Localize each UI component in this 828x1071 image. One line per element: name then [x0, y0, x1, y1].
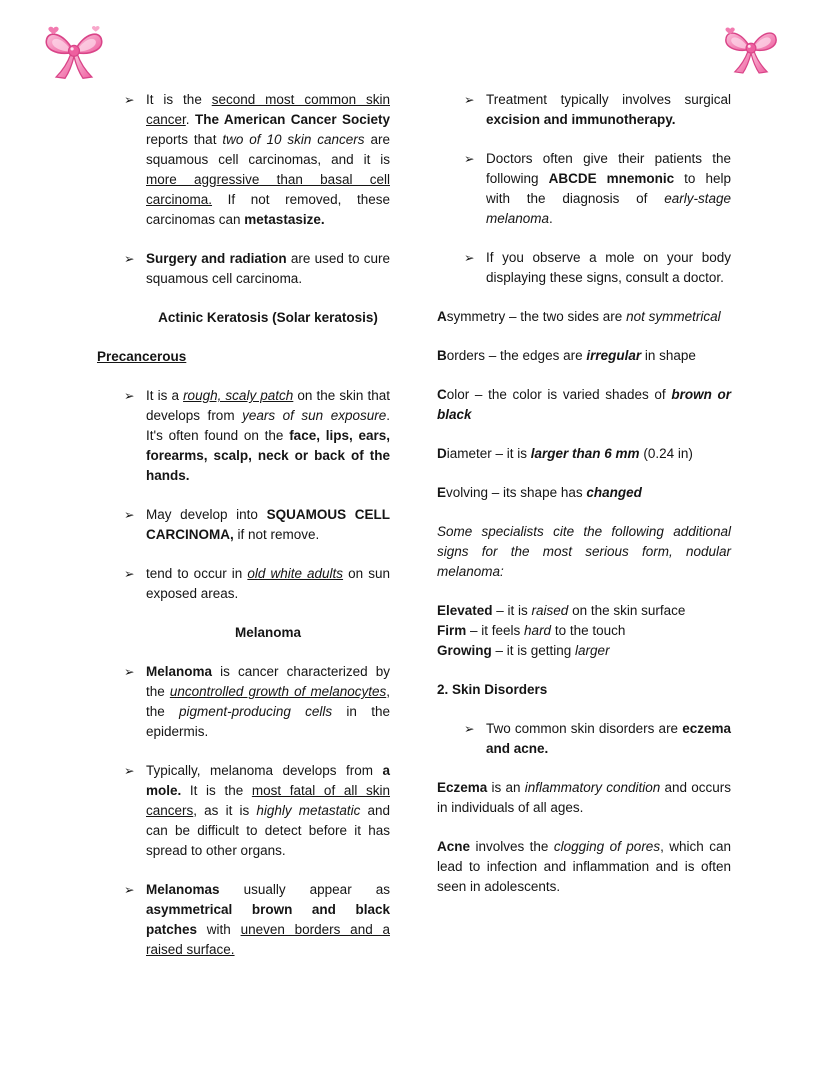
text-run: If you observe a mole on your body displaying these signs, consult a doctor.	[486, 250, 731, 285]
text-run: irregular	[586, 348, 642, 363]
text-run: highly metastatic	[256, 803, 361, 818]
text-run: Doctors often give their patients the following	[486, 151, 731, 186]
text-run: larger than 6 mm	[530, 446, 640, 461]
text-run: If not removed, these carcinomas can	[146, 192, 390, 227]
text-run: B	[437, 348, 447, 363]
paragraph	[437, 444, 731, 464]
text-run: – it is getting	[491, 643, 576, 658]
text-run: to help with the diagnosis of	[486, 171, 732, 206]
text-run: reports that	[146, 132, 223, 147]
bullet-item	[124, 761, 390, 861]
text-run: May develop into	[146, 507, 267, 522]
text-run: D	[437, 446, 447, 461]
bullet-text	[146, 880, 390, 960]
bullet-item	[464, 90, 731, 130]
text-run: .	[549, 211, 553, 226]
text-run: larger	[575, 643, 610, 658]
paragraph	[437, 621, 731, 641]
text-run: in shape	[641, 348, 696, 363]
text-run: eczema and acne.	[486, 721, 731, 756]
pink-bow-icon	[42, 20, 106, 88]
text-run: is cancer characterized by the	[146, 664, 390, 699]
text-run: A	[437, 309, 447, 324]
text-run: second most common skin cancer	[146, 92, 390, 127]
text-run: (0.24 in)	[639, 446, 693, 461]
paragraph	[437, 601, 731, 621]
section-heading	[146, 308, 390, 328]
text-run: It is the	[146, 92, 212, 107]
bullet-item	[464, 149, 731, 229]
text-run: Surgery and radiation	[146, 251, 287, 266]
text-run: Some specialists cite the following additional signs for the most serious form, nodular melanoma:	[437, 524, 731, 579]
text-run: uneven borders and a raised surface.	[146, 922, 390, 957]
text-run: and can be difficult to detect before it has spread to other organs.	[146, 803, 391, 858]
text-run: most fatal of all skin cancers	[146, 783, 390, 818]
bullet-text	[146, 90, 390, 230]
bullet-text	[146, 249, 390, 289]
text-run: involves the	[470, 839, 554, 854]
bullet-arrow-icon: ➢	[124, 883, 135, 897]
text-run: 2. Skin Disorders	[437, 682, 548, 697]
text-run: pigment-producing cells	[179, 704, 333, 719]
section-label	[97, 347, 390, 367]
paragraph	[437, 385, 731, 425]
bullet-item	[124, 880, 390, 960]
text-run: changed	[586, 485, 642, 500]
bullet-arrow-icon: ➢	[464, 722, 475, 736]
text-run: hard	[524, 623, 552, 638]
text-run: are squamous cell carcinomas, and it is	[146, 132, 390, 167]
bullet-item	[124, 662, 390, 742]
bullet-item	[464, 248, 731, 288]
bullet-text	[486, 149, 731, 229]
bullet-arrow-icon: ➢	[464, 93, 475, 107]
bullet-arrow-icon: ➢	[124, 252, 135, 266]
text-run: more aggressive than basal cell carcinoma.	[146, 172, 390, 207]
text-run: Precancerous	[97, 349, 187, 364]
paragraph	[437, 641, 731, 661]
pink-bow-icon	[722, 20, 780, 82]
bullet-item	[124, 386, 390, 486]
text-run: Eczema	[437, 780, 488, 795]
right-column	[437, 90, 731, 979]
text-run: is an	[487, 780, 525, 795]
bullet-arrow-icon: ➢	[124, 764, 135, 778]
text-run: .	[185, 112, 195, 127]
bullet-text	[146, 386, 390, 486]
paragraph	[437, 307, 731, 327]
bullet-arrow-icon: ➢	[464, 251, 475, 265]
text-run: . It's often found on the	[146, 408, 390, 443]
left-column	[97, 90, 390, 979]
text-run: inflammatory condition	[524, 780, 661, 795]
bullet-arrow-icon: ➢	[124, 93, 135, 107]
paragraph	[437, 680, 731, 700]
paragraph	[437, 346, 731, 366]
bullet-arrow-icon: ➢	[124, 665, 135, 679]
text-run: , which can lead to infection and inflammation and is often seen in adolescents.	[437, 839, 731, 894]
text-run: Treatment typically involves surgical	[486, 92, 731, 107]
text-run: tend to occur in	[146, 566, 248, 581]
text-run: clogging of pores	[553, 839, 661, 854]
text-run: not symmetrical	[626, 309, 721, 324]
bullet-text	[146, 761, 390, 861]
text-run: Melanoma	[146, 664, 213, 679]
text-run: Melanomas	[146, 882, 220, 897]
text-run: a mole.	[146, 763, 390, 798]
bullet-text	[146, 662, 390, 742]
text-run: E	[437, 485, 447, 500]
paragraph	[437, 483, 731, 503]
bullet-text	[146, 505, 390, 545]
text-run: and occurs in individuals of all ages.	[437, 780, 731, 815]
text-run: Growing	[437, 643, 492, 658]
text-run: iameter – it is	[446, 446, 531, 461]
bullet-arrow-icon: ➢	[124, 567, 135, 581]
text-run: face, lips, ears, forearms, scalp, neck or back of the hands.	[146, 428, 390, 483]
text-run: are used to cure squamous cell carcinoma.	[146, 251, 391, 286]
text-run: brown or black	[437, 387, 731, 422]
text-run: SQUAMOUS CELL CARCINOMA,	[146, 507, 390, 542]
text-run: old white adults	[247, 566, 344, 581]
paragraph	[437, 837, 731, 897]
bullet-text	[486, 90, 731, 130]
paragraph	[437, 778, 731, 818]
text-run: Firm	[437, 623, 467, 638]
text-run: Actinic Keratosis (Solar keratosis)	[158, 310, 378, 325]
text-run: symmetry – the two sides are	[446, 309, 627, 324]
text-run: raised	[531, 603, 569, 618]
text-run: Typically, melanoma develops from	[146, 763, 383, 778]
text-run: , the	[146, 684, 390, 719]
text-run: in the epidermis.	[146, 704, 390, 739]
text-run: volving – its shape has	[446, 485, 587, 500]
bullet-arrow-icon: ➢	[124, 389, 135, 403]
bullet-item	[124, 505, 390, 545]
text-run: uncontrolled growth of melanocytes	[169, 684, 387, 699]
text-run: two of 10 skin cancers	[222, 132, 365, 147]
text-run: Acne	[437, 839, 471, 854]
text-run: Two common skin disorders are	[486, 721, 683, 736]
text-run: years of sun exposure	[242, 408, 387, 423]
text-run: usually appear as	[219, 882, 390, 897]
text-run: to the touch	[551, 623, 626, 638]
text-run: excision and immunotherapy.	[486, 112, 676, 127]
text-run: on sun exposed areas.	[146, 566, 390, 601]
bullet-item	[464, 719, 731, 759]
text-run: It is the	[181, 783, 252, 798]
text-run: Melanoma	[234, 625, 302, 640]
text-run: The American Cancer Society	[194, 112, 390, 127]
text-run: Elevated	[437, 603, 493, 618]
bullet-text	[146, 564, 390, 604]
text-run: on the skin surface	[568, 603, 686, 618]
bullet-arrow-icon: ➢	[464, 152, 475, 166]
text-run: ABCDE mnemonic	[548, 171, 675, 186]
text-run: – it feels	[466, 623, 525, 638]
bullet-item	[124, 564, 390, 604]
paragraph	[437, 522, 731, 582]
text-run: early-stage melanoma	[486, 191, 731, 226]
bullet-text	[486, 719, 731, 759]
bullet-item	[124, 90, 390, 230]
two-column-layout	[97, 90, 731, 979]
bullet-item	[124, 249, 390, 289]
text-run: , as it is	[193, 803, 257, 818]
text-run: C	[437, 387, 447, 402]
section-heading	[146, 623, 390, 643]
text-run: asymmetrical brown and black patches	[146, 902, 390, 937]
bullet-text	[486, 248, 731, 288]
text-run: – it is	[492, 603, 532, 618]
text-run: rough, scaly patch	[183, 388, 294, 403]
text-run: orders – the edges are	[446, 348, 587, 363]
text-run: on the skin that develops from	[146, 388, 391, 423]
text-run: It is a	[146, 388, 184, 403]
text-run: with	[197, 922, 241, 937]
text-run: if not remove.	[233, 527, 320, 542]
bullet-arrow-icon: ➢	[124, 508, 135, 522]
text-run: olor – the color is varied shades of	[446, 387, 672, 402]
text-run: metastasize.	[244, 212, 325, 227]
